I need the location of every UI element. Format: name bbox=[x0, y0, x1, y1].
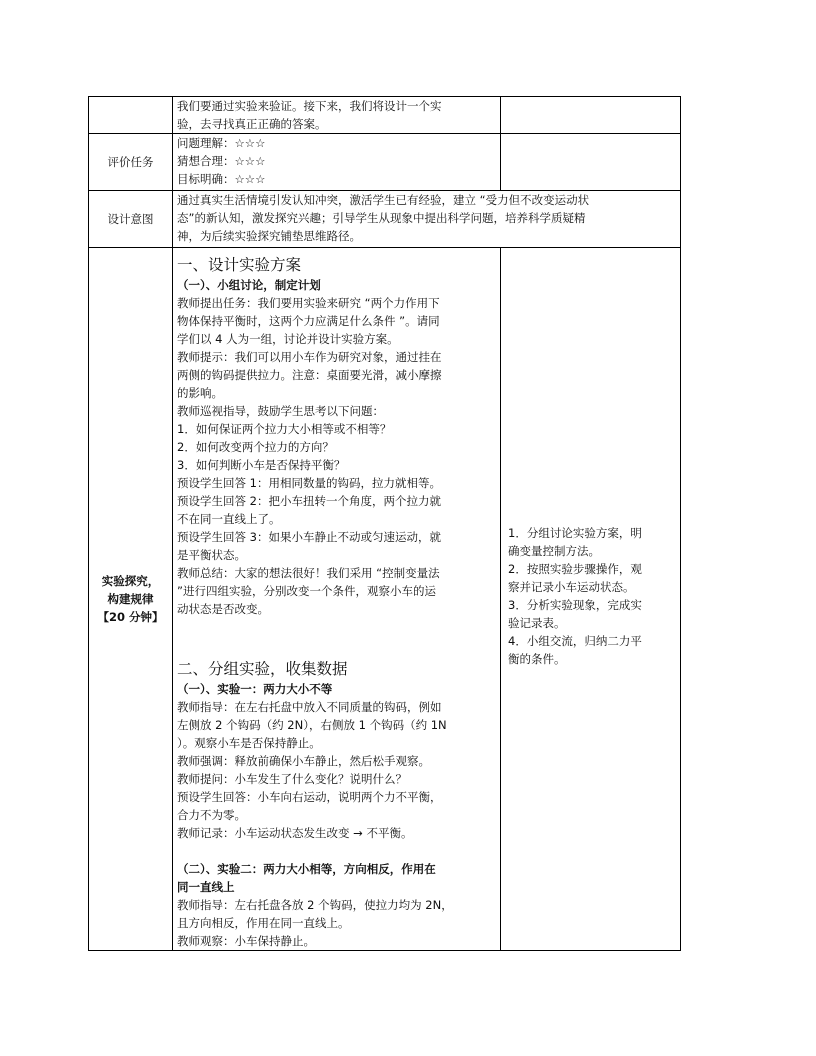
student-activity-line: 确变量控制方法。 bbox=[508, 544, 600, 558]
content-line: 教师记录：小车运动状态发生改变 → 不平衡。 bbox=[177, 826, 413, 840]
student-activity-line: 2．按照实验步骤操作，观 bbox=[508, 562, 642, 576]
content-line: 预设学生回答 2：把小车扭转一个角度，两个拉力就 bbox=[177, 494, 441, 508]
design-intent-line: 态”的新认知，激发探究兴趣；引导学生从现象中提出科学问题，培养科学质疑精 bbox=[177, 211, 586, 225]
lesson-plan-table bbox=[88, 96, 681, 951]
student-activity-line: 1．分组讨论实验方案，明 bbox=[508, 526, 642, 540]
content-line: 教师总结：大家的想法很好！我们采用 “控制变量法 bbox=[177, 566, 440, 580]
content-line: 且方向相反，作用在同一直线上。 bbox=[177, 916, 350, 930]
content-line: 3．如何判断小车是否保持平衡？ bbox=[177, 458, 346, 472]
content-line: 左侧放 2 个钩码（约 2N），右侧放 1 个钩码（约 1N bbox=[177, 718, 447, 732]
content-line: 的影响。 bbox=[177, 386, 223, 400]
subsection-title-experiment-two: （二）、实验二：两力大小相等，方向相反，作用在 bbox=[177, 862, 436, 876]
content-line: 预设学生回答：小车向右运动，说明两个力不平衡， bbox=[177, 790, 442, 804]
student-activity-line: 衡的条件。 bbox=[508, 652, 566, 666]
design-intent-text-cell bbox=[173, 191, 681, 248]
content-line: 不在同一直线上了。 bbox=[177, 512, 281, 526]
intro-row bbox=[89, 97, 681, 134]
content-line: 教师观察：小车保持静止。 bbox=[177, 934, 315, 948]
student-activity-line: 验记录表。 bbox=[508, 616, 566, 630]
content-line: 教师提出任务：我们要用实验来研究 “两个力作用下 bbox=[177, 296, 440, 310]
evaluation-text-cell bbox=[173, 134, 501, 191]
evaluation-label: 评价任务 bbox=[89, 134, 173, 191]
experiment-label-line: 实验探究， bbox=[101, 574, 160, 588]
content-line: 教师提示：我们可以用小车作为研究对象，通过挂在 bbox=[177, 350, 442, 364]
experiment-label-line: 【20 分钟】 bbox=[97, 610, 164, 624]
content-line: 物体保持平衡时，这两个力应满足什么条件 ”。请同 bbox=[177, 314, 440, 328]
evaluation-line: 目标明确：☆☆☆ bbox=[177, 172, 266, 186]
content-line: 是平衡状态。 bbox=[177, 548, 246, 562]
evaluation-row bbox=[89, 134, 681, 191]
student-activity-line: 察并记录小车运动状态。 bbox=[508, 580, 635, 594]
intro-text-cell bbox=[173, 97, 501, 134]
content-line: 动状态是否改变。 bbox=[177, 602, 269, 616]
content-line: ”进行四组实验，分别改变一个条件，观察小车的运 bbox=[177, 584, 436, 598]
design-intent-line: 神，为后续实验探究铺垫思维路径。 bbox=[177, 229, 361, 243]
content-line: 合力不为零。 bbox=[177, 808, 246, 822]
design-intent-line: 通过真实生活情境引发认知冲突，激活学生已有经验，建立 “受力但不改变运动状 bbox=[177, 193, 590, 207]
content-line: 教师强调：释放前确保小车静止，然后松手观察。 bbox=[177, 754, 430, 768]
content-line: 教师提问：小车发生了什么变化？说明什么？ bbox=[177, 772, 407, 786]
student-activity-line: 4．小组交流，归纳二力平 bbox=[508, 634, 642, 648]
subsection-title-experiment-one: （一）、实验一：两力大小不等 bbox=[177, 682, 333, 696]
intro-line: 验，去寻找真正正确的答案。 bbox=[177, 117, 327, 131]
content-line: 两侧的钩码提供拉力。注意：桌面要光滑，减小摩擦 bbox=[177, 368, 442, 382]
content-line: 教师指导：左右托盘各放 2 个钩码，使拉力均为 2N， bbox=[177, 898, 453, 912]
intro-label-cell bbox=[89, 97, 173, 134]
evaluation-line: 问题理解：☆☆☆ bbox=[177, 136, 266, 150]
experiment-label-line: 构建规律 bbox=[107, 592, 154, 606]
teacher-activity-cell bbox=[173, 248, 501, 951]
subsection-title-experiment-two: 同一直线上 bbox=[177, 880, 235, 894]
evaluation-activity-cell bbox=[501, 134, 681, 191]
experiment-row bbox=[89, 248, 681, 951]
content-line: 教师巡视指导，鼓励学生思考以下问题： bbox=[177, 404, 384, 418]
content-line: 2．如何改变两个拉力的方向？ bbox=[177, 440, 334, 454]
design-intent-row bbox=[89, 191, 681, 248]
experiment-label-cell bbox=[89, 248, 173, 951]
student-activity-line: 3．分析实验现象，完成实 bbox=[508, 598, 642, 612]
content-line: 1．如何保证两个拉力大小相等或不相等？ bbox=[177, 422, 392, 436]
spacer bbox=[177, 842, 496, 860]
student-activity-cell bbox=[501, 248, 681, 951]
content-line: 预设学生回答 3：如果小车静止不动或匀速运动，就 bbox=[177, 530, 441, 544]
intro-line: 我们要通过实验来验证。接下来，我们将设计一个实 bbox=[177, 99, 442, 113]
content-line: 预设学生回答 1：用相同数量的钩码，拉力就相等。 bbox=[177, 476, 441, 490]
content-line: 教师指导：在左右托盘中放入不同质量的钩码，例如 bbox=[177, 700, 442, 714]
intro-activity-cell bbox=[501, 97, 681, 134]
design-intent-label: 设计意图 bbox=[89, 191, 173, 248]
evaluation-line: 猜想合理：☆☆☆ bbox=[177, 154, 266, 168]
section-title-design: 一、设计实验方案 bbox=[177, 256, 302, 274]
section-title-experiment: 二、分组实验，收集数据 bbox=[177, 660, 348, 678]
spacer bbox=[177, 618, 496, 652]
content-line: ）。观察小车是否保持静止。 bbox=[177, 736, 321, 750]
subsection-title-discussion: （一）、小组讨论，制定计划 bbox=[177, 278, 321, 292]
content-line: 学们以 4 人为一组，讨论并设计实验方案。 bbox=[177, 332, 399, 346]
